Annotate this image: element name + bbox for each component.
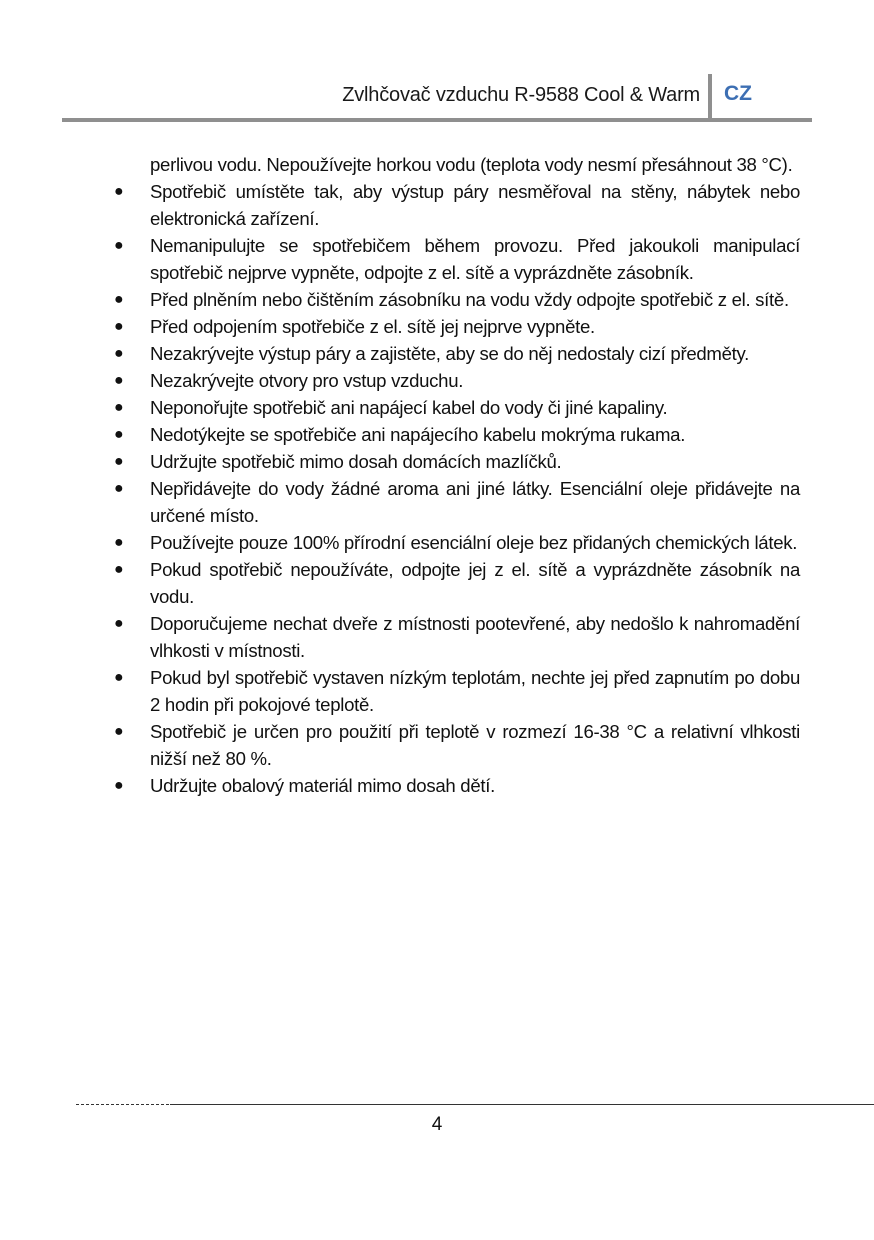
bullet-icon: ● bbox=[114, 777, 124, 794]
list-item bbox=[112, 610, 800, 664]
list-item bbox=[112, 232, 800, 286]
bullet-icon: ● bbox=[114, 723, 124, 740]
bullet-icon: ● bbox=[114, 426, 124, 443]
bullet-icon: ● bbox=[114, 318, 124, 335]
bullet-icon: ● bbox=[114, 345, 124, 362]
document-title: Zvlhčovač vzduchu R-9588 Cool & Warm bbox=[342, 84, 700, 106]
bullet-icon: ● bbox=[114, 372, 124, 389]
list-item bbox=[112, 718, 800, 772]
list-item-text: Doporučujeme nechat dveře z místnosti pootevřené, aby nedošlo k nahromadění vlhkosti v místnosti. bbox=[150, 613, 800, 661]
list-item bbox=[112, 772, 800, 799]
bullet-icon: ● bbox=[114, 291, 124, 308]
list-item bbox=[112, 664, 800, 718]
list-item bbox=[112, 367, 800, 394]
list-item bbox=[112, 556, 800, 610]
list-item-text: Nemanipulujte se spotřebičem během provozu. Před jakoukoli manipulací spotřebič nejprve vypněte, odpojte z el. sítě a vyprázdněte zásobník. bbox=[150, 235, 800, 283]
bullet-icon: ● bbox=[114, 480, 124, 497]
bullet-icon: ● bbox=[114, 615, 124, 632]
list-item-text: Pokud byl spotřebič vystaven nízkým teplotám, nechte jej před zapnutím po dobu 2 hodin při pokojové teplotě. bbox=[150, 667, 800, 715]
list-item bbox=[112, 529, 800, 556]
list-item bbox=[112, 340, 800, 367]
list-item bbox=[112, 313, 800, 340]
bullet-icon: ● bbox=[114, 399, 124, 416]
header-rule bbox=[62, 118, 812, 122]
list-item bbox=[112, 178, 800, 232]
footer-rule-solid bbox=[170, 1104, 874, 1105]
list-item-text: Udržujte obalový materiál mimo dosah dětí. bbox=[150, 775, 495, 796]
list-item-text: Udržujte spotřebič mimo dosah domácích mazlíčků. bbox=[150, 451, 562, 472]
bullet-icon: ● bbox=[114, 453, 124, 470]
list-item-text: Nezakrývejte výstup páry a zajistěte, aby se do něj nedostaly cizí předměty. bbox=[150, 343, 750, 364]
list-item-text: Nepřidávejte do vody žádné aroma ani jiné látky. Esenciální oleje přidávejte na určené místo. bbox=[150, 478, 800, 526]
page-number: 4 bbox=[431, 1114, 443, 1135]
bullet-icon: ● bbox=[114, 561, 124, 578]
list-item-text: Nezakrývejte otvory pro vstup vzduchu. bbox=[150, 370, 464, 391]
header-vertical-divider bbox=[708, 74, 712, 120]
list-item-text: Před plněním nebo čištěním zásobníku na vodu vždy odpojte spotřebič z el. sítě. bbox=[150, 289, 789, 310]
list-item bbox=[112, 286, 800, 313]
list-item bbox=[112, 394, 800, 421]
bullet-icon: ● bbox=[114, 237, 124, 254]
list-item-text: Spotřebič umístěte tak, aby výstup páry nesměřoval na stěny, nábytek nebo elektronická zařízení. bbox=[150, 181, 800, 229]
list-item-text: Spotřebič je určen pro použití při teplotě v rozmezí 16-38 °C a relativní vlhkosti nižší než 80 %. bbox=[150, 721, 800, 769]
list-item bbox=[112, 421, 800, 448]
list-item-text: Neponořujte spotřebič ani napájecí kabel do vody či jiné kapaliny. bbox=[150, 397, 668, 418]
list-item bbox=[112, 475, 800, 529]
bullet-icon: ● bbox=[114, 534, 124, 551]
language-code: CZ bbox=[724, 82, 752, 105]
list-item-text: Pokud spotřebič nepoužíváte, odpojte jej z el. sítě a vyprázdněte zásobník na vodu. bbox=[150, 559, 800, 607]
continued-paragraph: perlivou vodu. Nepoužívejte horkou vodu (teplota vody nesmí přesáhnout 38 °C). bbox=[150, 154, 793, 175]
page-header bbox=[62, 70, 812, 122]
bullet-icon: ● bbox=[114, 183, 124, 200]
safety-instructions bbox=[112, 151, 800, 799]
list-item-text: Nedotýkejte se spotřebiče ani napájecího kabelu mokrýma rukama. bbox=[150, 424, 686, 445]
list-item-text: Používejte pouze 100% přírodní esenciální oleje bez přidaných chemických látek. bbox=[150, 532, 798, 553]
bullet-icon: ● bbox=[114, 669, 124, 686]
list-item-text: Před odpojením spotřebiče z el. sítě jej nejprve vypněte. bbox=[150, 316, 595, 337]
list-item bbox=[112, 448, 800, 475]
bullet-list bbox=[112, 178, 800, 799]
